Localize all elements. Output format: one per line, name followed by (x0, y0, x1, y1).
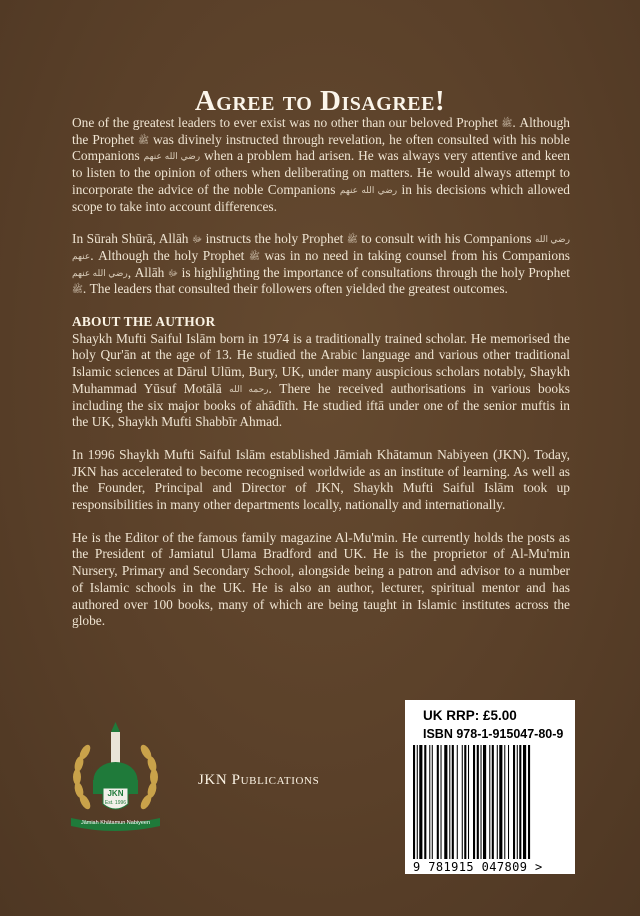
intro-paragraph-1: One of the greatest leaders to ever exist was no other than our beloved Prophet ﷺ. Although the Prophet ﷺ was divinely instructed through revelation, he often consulted with his noble Companions رضي الله عنهم when a problem had arisen. He was always very attentive and keen to listen to the opinion of others when deliberating on matters. He would always attempt to incorporate the advice of the noble Companions رضي الله عنهم in his decisions which allowed scope to take into account differences. (72, 115, 570, 214)
barcode-bar (508, 745, 509, 859)
barcode-bar (497, 745, 498, 859)
barcode-bar (444, 745, 447, 859)
logo-year: Est. 1996 (104, 800, 127, 806)
barcode-bar (429, 745, 430, 859)
allah-honorific-icon: ﷻ (167, 267, 179, 278)
barcode-bar (517, 745, 518, 859)
logo-badge-text: JKN (107, 789, 124, 798)
companions-honorific-icon: رضي الله عنهم (339, 184, 398, 195)
barcode-bar (477, 745, 479, 859)
companions-honorific-icon: رضي الله عنهم (143, 151, 201, 162)
barcode-bar (432, 745, 433, 859)
salutation-icon: ﷺ (346, 234, 358, 245)
companions-honorific-icon: رضي الله عنهم (72, 234, 570, 261)
barcode-bar (457, 745, 458, 859)
allah-honorific-icon: ﷻ (192, 234, 203, 245)
barcode-bar (464, 745, 466, 859)
rahimahullah-honorific-icon: رحمه الله (229, 383, 269, 394)
barcode-bar (519, 745, 521, 859)
barcode-bar (483, 745, 486, 859)
intro-paragraph-2: In Sūrah Shūrā, Allāh ﷻ instructs the holy Prophet ﷺ to consult with his Companions رضي الله عنهم. Although the holy Prophet ﷺ was in no need in taking counsel from his Companions رضي الله عنهم, Allāh ﷻ is highlighting the importance of consultations through the holy Prophet ﷺ. The leaders that consulted their followers often yielded the greatest outcomes. (72, 231, 570, 297)
barcode-bar (504, 745, 505, 859)
salutation-icon: ﷺ (249, 250, 260, 261)
barcode-bar (492, 745, 494, 859)
isbn-label: ISBN 978-1-915047-80-9 (423, 727, 564, 741)
barcode-bar (528, 745, 530, 859)
barcode-bar (513, 745, 515, 859)
author-paragraph-1: Shaykh Mufti Saiful Islām born in 1974 is a traditionally trained scholar. He memorised the holy Qur'ān at the age of 13. He studied the Arabic language and various other traditional Islamic sciences at Dārul Ulūm, Bury, UK, under many auspicious scholars notably, Shaykh Muhammad Yūsuf Motālā رحمه الله. There he received authorisations in various books including the six major books of ahādīth. He studied iftā under one of the senior muftis in the UK, Shaykh Mufti Shabbīr Ahmad. (72, 330, 570, 430)
barcode-icon (413, 745, 563, 859)
barcode-bar (452, 745, 454, 859)
barcode-bar (441, 745, 442, 859)
barcode-bar (523, 745, 526, 859)
barcode-digits: 9 781915 047809 > (413, 860, 543, 874)
barcode-bar (417, 745, 418, 859)
salutation-icon: ﷺ (501, 118, 513, 128)
author-paragraph-3: He is the Editor of the famous family magazine Al-Mu'min. He currently holds the posts as the President of Jamiatul Ulama Bradford and UK. He is the proprietor of Al-Mu'min Nursery, Primary and Secondary School, alongside being a patron and advisor to a number of Islamic schools in the UK. He is also an author, lecturer, spiritual mentor and has authored over 100 books, many of which are being taught in Islamic institutes across the globe. (72, 529, 570, 629)
salutation-icon: ﷺ (138, 134, 149, 145)
barcode-bar (449, 745, 450, 859)
barcode-bar (481, 745, 482, 859)
about-author-heading: ABOUT THE AUTHOR (72, 314, 216, 330)
salutation-icon: ﷺ (72, 284, 83, 295)
mosque-laurel-icon (63, 722, 168, 834)
jkn-logo (63, 722, 168, 834)
barcode-bar (468, 745, 469, 859)
barcode-bar (489, 745, 490, 859)
barcode-bar (473, 745, 475, 859)
companions-honorific-icon: رضي الله عنهم (72, 267, 128, 278)
barcode-bar (419, 745, 422, 859)
logo-banner-text: Jāmiah Khātamun Nabiyeen (80, 820, 151, 826)
barcode-bar (499, 745, 502, 859)
publisher-name: JKN Publications (198, 772, 320, 788)
back-cover-text (72, 115, 570, 646)
barcode-bar (437, 745, 439, 859)
barcode-bar (424, 745, 426, 859)
price-label: UK RRP: £5.00 (423, 708, 517, 723)
author-paragraph-2: In 1996 Shaykh Mufti Saiful Islām established Jāmiah Khātamun Nabiyeen (JKN). Today, JKN has accelerated to become recognised worldwide as an institute of learning. As well as the Founder, Principal and Director of JKN, Shaykh Mufti Saiful Islām took up responsibilities in many other departments locally, nationally and internationally. (72, 446, 570, 513)
book-title: Agree to Disagree! (194, 85, 446, 118)
barcode-bar (413, 745, 415, 859)
barcode-label (405, 700, 575, 874)
barcode-bar (462, 745, 463, 859)
